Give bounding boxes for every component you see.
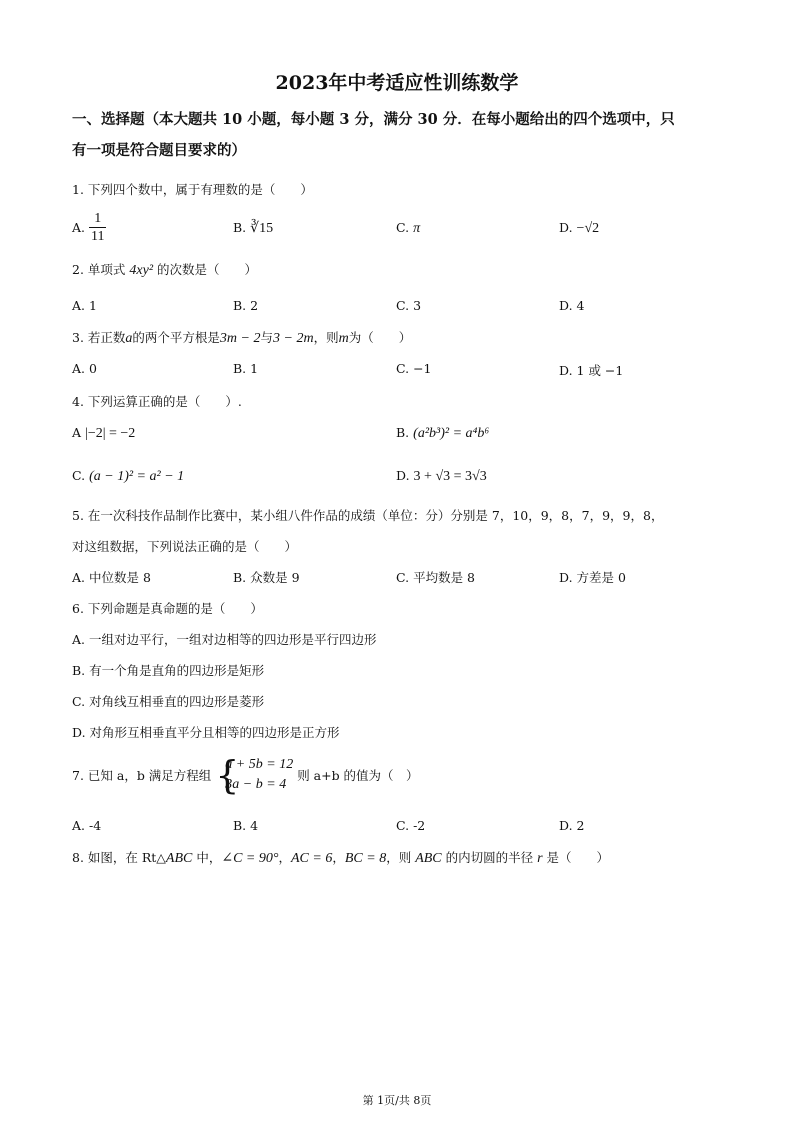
stem-text: 则 a+b 的值为（ ）	[297, 768, 419, 783]
stem-text: 8. 如图，在 Rt△	[72, 850, 166, 865]
stem-text: 的次数是（ ）	[157, 262, 258, 277]
question-4-option-c	[72, 468, 184, 485]
stem-text: 7. 已知 a，b 满足方程组	[72, 768, 212, 783]
question-4-option-d	[396, 468, 487, 485]
option-expr: ∛15	[250, 221, 274, 236]
question-7-option-a: A. ‐4	[72, 818, 102, 833]
question-3-option-d: D. 1 或 −1	[559, 363, 624, 378]
question-7-option-d: D. 2	[559, 818, 585, 833]
question-3-option-b: B. 1	[233, 361, 259, 376]
triangle-abc: ABC	[165, 851, 193, 866]
option-expr: |−2| = −2	[85, 426, 136, 441]
question-6-option-c: C. 对角线互相垂直的四边形是菱形	[72, 694, 265, 709]
question-1-option-c	[396, 220, 420, 237]
question-6-option-d: D. 对角形互相垂直平分且相等的四边形是正方形	[72, 725, 340, 740]
stem-text: 中，	[192, 850, 222, 865]
question-1-stem: 1. 下列四个数中，属于有理数的是（ ）	[72, 182, 313, 197]
denominator: 11	[91, 229, 105, 244]
question-2-stem	[72, 260, 257, 279]
question-7-option-b: B. 4	[233, 818, 259, 833]
stem-text: 的两个平方根是	[132, 330, 220, 345]
question-2-option-c: C. 3	[396, 298, 422, 313]
monomial-expr: 4xy²	[129, 263, 154, 278]
stem-text: 与	[260, 330, 273, 345]
question-4-option-b	[396, 425, 489, 442]
option-label: B.	[396, 425, 410, 440]
question-5-option-d: D. 方差是 0	[559, 570, 626, 585]
question-6-option-b: B. 有一个角是直角的四边形是矩形	[72, 663, 265, 678]
numerator: 1	[89, 210, 106, 228]
question-5-option-c: C. 平均数是 8	[396, 570, 475, 585]
stem-text: ，则	[386, 850, 416, 865]
triangle-abc: ABC	[415, 851, 442, 866]
equation-1: a + 5b = 12	[225, 757, 294, 772]
question-4-option-a	[72, 425, 135, 442]
question-4-stem: 4. 下列运算正确的是（ ）.	[72, 394, 242, 409]
stem-text: 是（ ）	[542, 850, 610, 865]
option-expr: −√2	[576, 221, 600, 236]
expr-2: 3 − 2m	[273, 331, 314, 346]
section-heading	[72, 104, 675, 166]
stem-text: 的内切圆的半径	[441, 850, 538, 865]
page-footer: 第 1页/共 8页	[362, 1094, 432, 1107]
option-label: C.	[72, 468, 86, 483]
section-heading-line2: 有一项是符合题目要求的）	[72, 142, 246, 159]
option-expr: 3 + √3 = 3√3	[413, 469, 487, 484]
question-5-option-a: A. 中位数是 8	[72, 570, 151, 585]
var-r: r	[537, 851, 543, 866]
option-label: B.	[233, 220, 247, 235]
expr-1: 3m − 2	[219, 331, 261, 346]
question-6-option-a: A. 一组对边平行，一组对边相等的四边形是平行四边形	[72, 632, 377, 647]
question-2-option-d: D. 4	[559, 298, 585, 313]
stem-text: ，则	[313, 330, 339, 345]
question-7-stem	[72, 755, 419, 795]
option-expr: (a²b³)² = a⁴b⁶	[413, 426, 490, 441]
question-3-option-a: A. 0	[72, 361, 97, 376]
side-ac: AC = 6	[291, 851, 333, 866]
question-1-option-a	[72, 210, 106, 245]
question-8-stem	[72, 848, 609, 867]
question-3-option-c: C. −1	[396, 361, 432, 376]
question-5-stem-line1: 5. 在一次科技作品制作比赛中，某小组八件作品的成绩（单位：分）分别是 7，10，9，8，7，9，9，8，	[72, 508, 664, 523]
stem-text: ，	[278, 850, 291, 865]
stem-text: ，	[332, 850, 345, 865]
question-5-stem-line2: 对这组数据，下列说法正确的是（ ）	[72, 539, 298, 554]
page-title: 2023年中考适应性训练数学	[275, 72, 519, 94]
option-expr: (a − 1)² = a² − 1	[89, 469, 185, 484]
equation-2: 3a − b = 4	[225, 777, 287, 792]
side-bc: BC = 8	[344, 851, 387, 866]
fraction	[89, 210, 106, 245]
left-brace-icon: {	[215, 753, 240, 797]
question-1-option-b	[233, 220, 273, 237]
question-3-stem	[72, 328, 411, 347]
var-a: a	[125, 331, 133, 346]
option-label: A	[72, 425, 82, 440]
question-2-option-b: B. 2	[233, 298, 259, 313]
stem-text: 为（ ）	[348, 330, 412, 345]
option-label: D.	[559, 220, 573, 235]
question-1-option-d	[559, 220, 599, 237]
option-expr: π	[413, 221, 421, 236]
option-label: D.	[396, 468, 410, 483]
section-heading-line1: 一、选择题（本大题共 10 小题，每小题 3 分，满分 30 分．在每小题给出的四个选项中，只	[72, 111, 675, 128]
angle-c: ∠C = 90°	[221, 851, 279, 866]
var-m: m	[338, 331, 349, 346]
question-7-option-c: C. ‐2	[396, 818, 426, 833]
stem-text: 3. 若正数	[72, 330, 126, 345]
stem-text: 2. 单项式	[72, 262, 126, 277]
question-5-option-b: B. 众数是 9	[233, 570, 300, 585]
question-6-stem: 6. 下列命题是真命题的是（ ）	[72, 601, 263, 616]
option-label: A.	[72, 220, 86, 235]
equation-system	[215, 755, 293, 795]
option-label: C.	[396, 220, 410, 235]
question-2-option-a: A. 1	[72, 298, 97, 313]
